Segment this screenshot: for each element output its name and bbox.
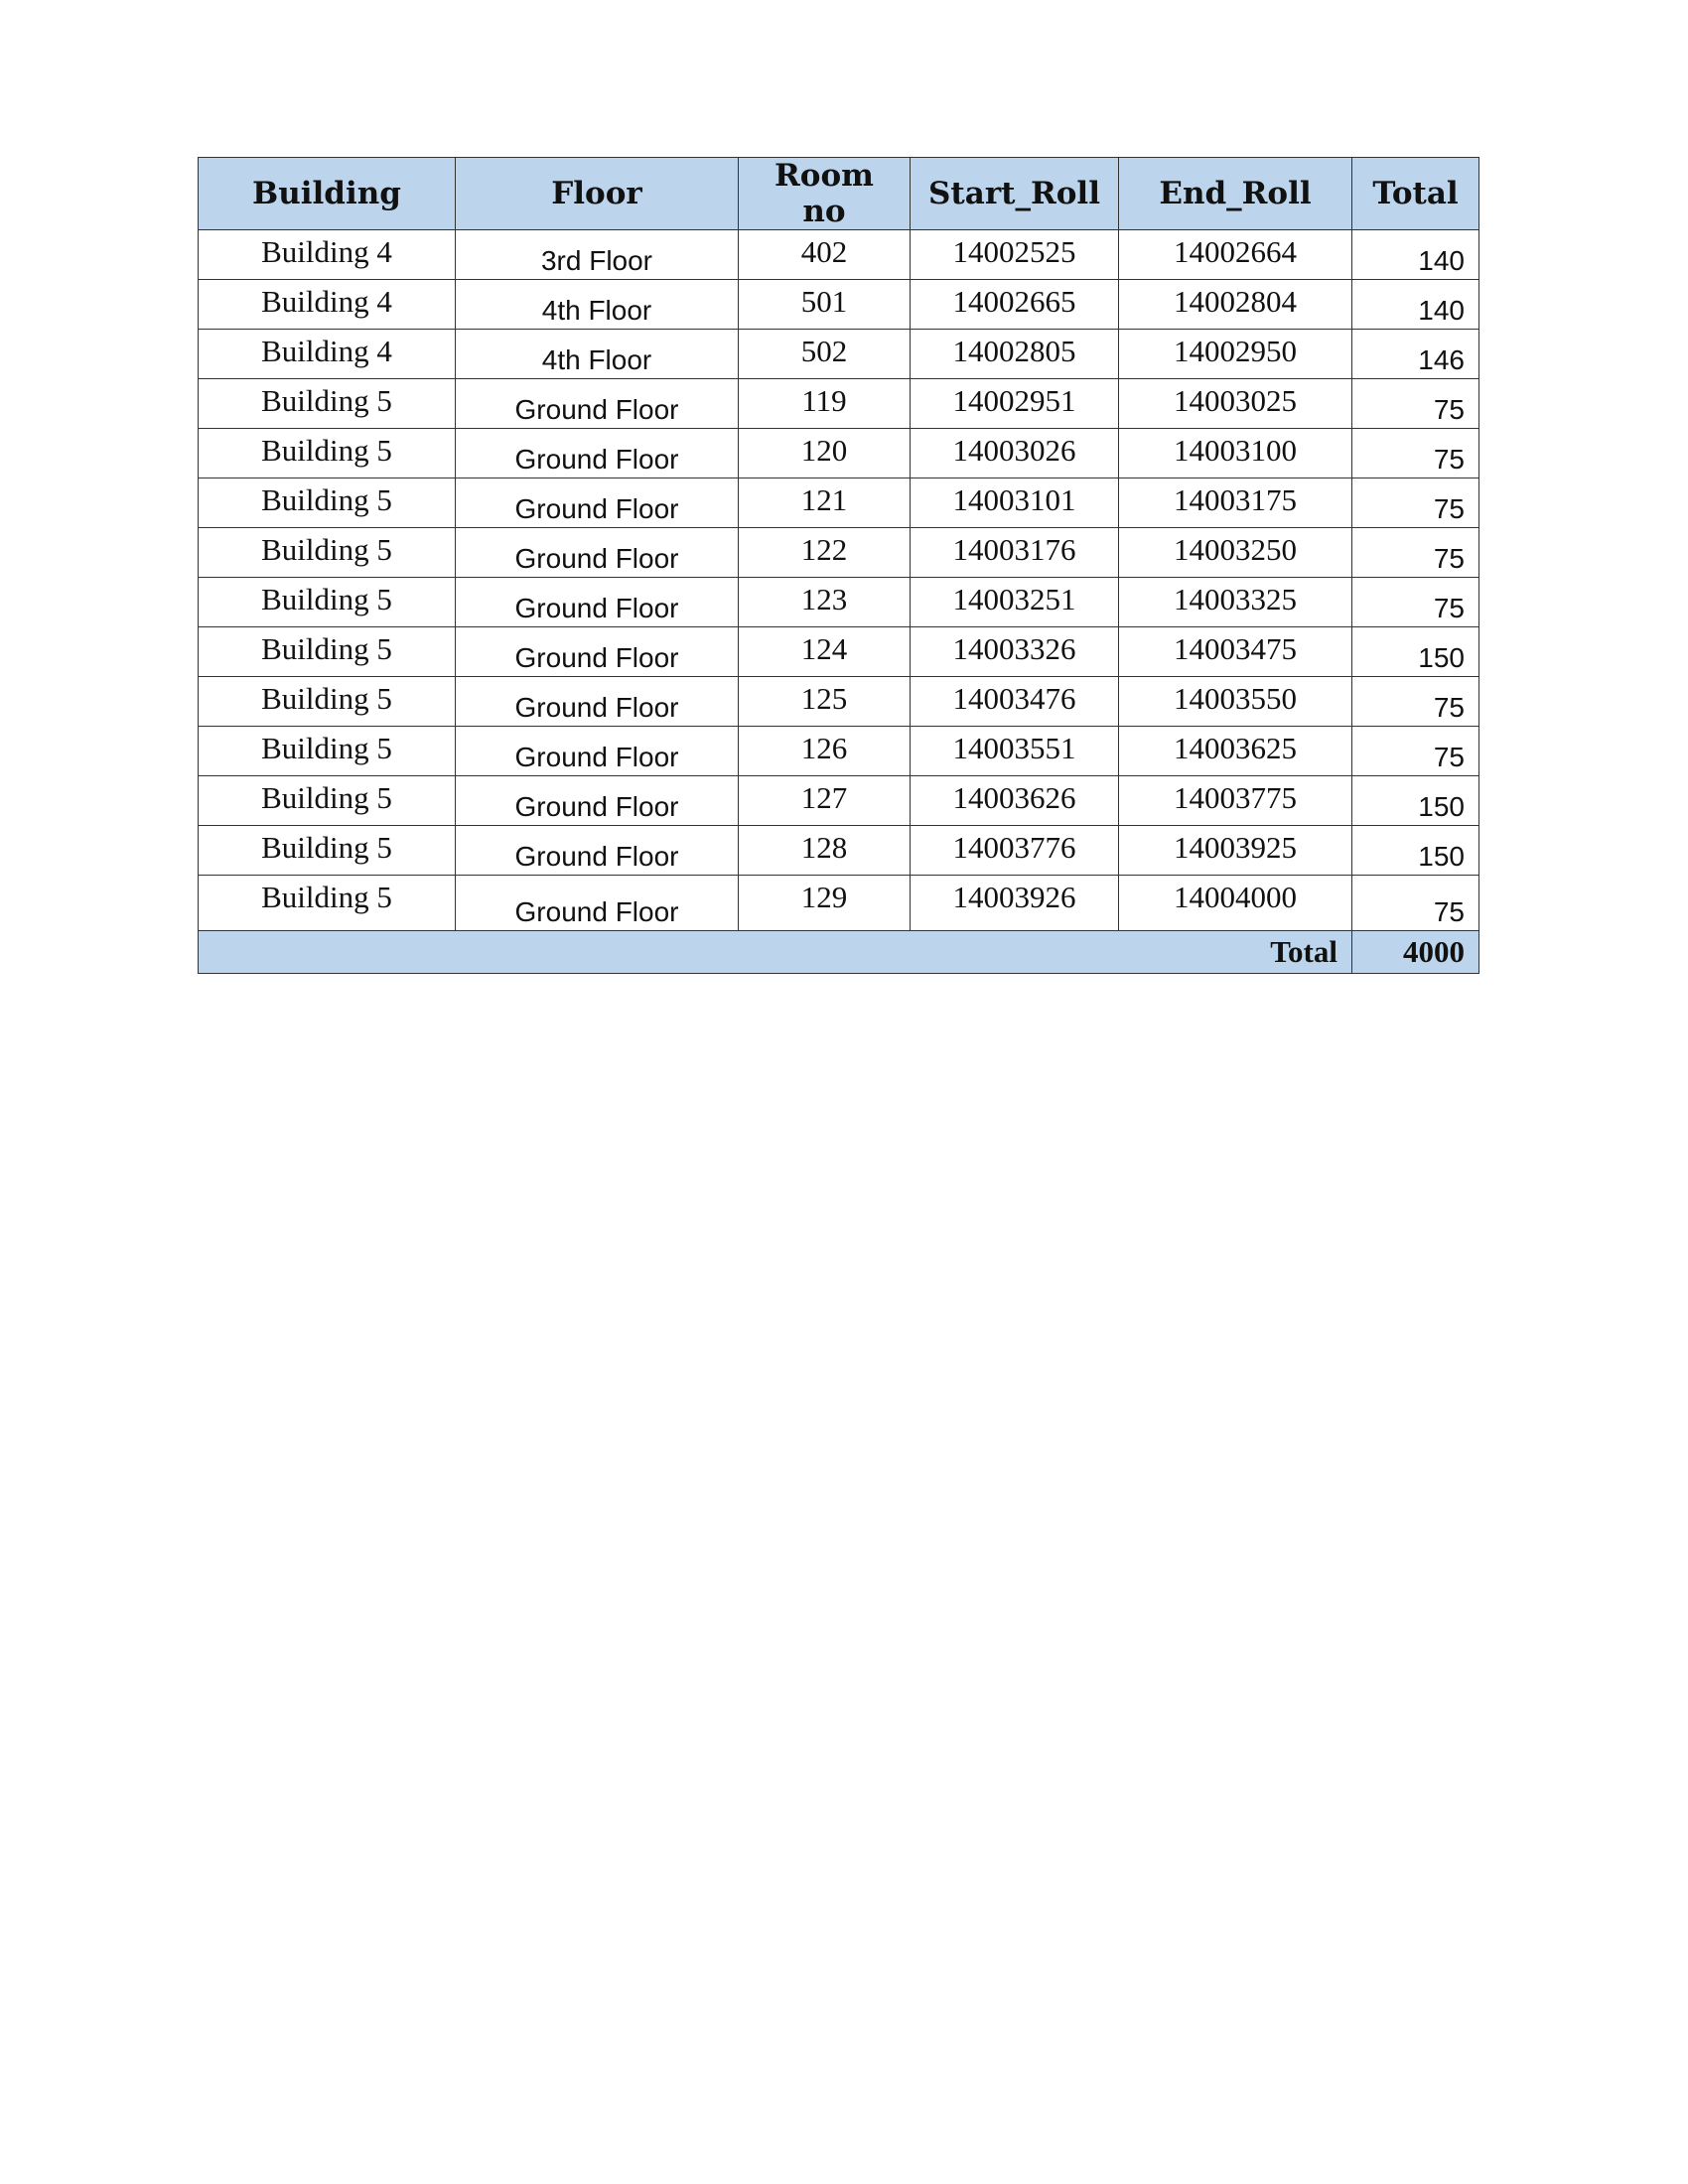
cell-start: 14002525 <box>911 230 1119 280</box>
cell-building: Building 5 <box>199 627 456 677</box>
cell-floor: 4th Floor <box>456 280 739 330</box>
cell-floor: Ground Floor <box>456 727 739 776</box>
cell-end: 14003325 <box>1119 578 1352 627</box>
cell-total: 75 <box>1352 379 1479 429</box>
table-row <box>199 528 1479 578</box>
cell-floor: Ground Floor <box>456 776 739 826</box>
cell-end: 14002804 <box>1119 280 1352 330</box>
header-end-roll: End_Roll <box>1119 158 1352 230</box>
cell-start: 14003176 <box>911 528 1119 578</box>
cell-floor: Ground Floor <box>456 627 739 677</box>
table-row <box>199 578 1479 627</box>
cell-room: 128 <box>739 826 911 876</box>
cell-room: 123 <box>739 578 911 627</box>
cell-end: 14002950 <box>1119 330 1352 379</box>
cell-building: Building 5 <box>199 528 456 578</box>
header-room-no: Room no <box>739 158 911 230</box>
cell-start: 14003551 <box>911 727 1119 776</box>
table-row <box>199 627 1479 677</box>
cell-room: 126 <box>739 727 911 776</box>
cell-room: 129 <box>739 876 911 931</box>
cell-building: Building 5 <box>199 776 456 826</box>
cell-total: 146 <box>1352 330 1479 379</box>
cell-building: Building 4 <box>199 230 456 280</box>
cell-start: 14002951 <box>911 379 1119 429</box>
cell-total: 150 <box>1352 776 1479 826</box>
cell-floor: Ground Floor <box>456 429 739 478</box>
table-row <box>199 429 1479 478</box>
table-row <box>199 727 1479 776</box>
cell-room: 122 <box>739 528 911 578</box>
cell-start: 14003476 <box>911 677 1119 727</box>
cell-floor: Ground Floor <box>456 478 739 528</box>
cell-start: 14002665 <box>911 280 1119 330</box>
cell-start: 14003626 <box>911 776 1119 826</box>
table-row <box>199 826 1479 876</box>
header-total: Total <box>1352 158 1479 230</box>
cell-building: Building 5 <box>199 876 456 931</box>
cell-end: 14003925 <box>1119 826 1352 876</box>
header-row <box>199 158 1479 230</box>
cell-end: 14003025 <box>1119 379 1352 429</box>
cell-end: 14003100 <box>1119 429 1352 478</box>
cell-end: 14002664 <box>1119 230 1352 280</box>
table-row <box>199 677 1479 727</box>
cell-building: Building 5 <box>199 578 456 627</box>
cell-building: Building 4 <box>199 280 456 330</box>
header-floor: Floor <box>456 158 739 230</box>
cell-end: 14003775 <box>1119 776 1352 826</box>
cell-building: Building 5 <box>199 677 456 727</box>
cell-building: Building 5 <box>199 478 456 528</box>
table-row <box>199 330 1479 379</box>
cell-total: 75 <box>1352 528 1479 578</box>
cell-floor: 4th Floor <box>456 330 739 379</box>
cell-end: 14003625 <box>1119 727 1352 776</box>
cell-building: Building 5 <box>199 429 456 478</box>
cell-building: Building 5 <box>199 727 456 776</box>
cell-total: 75 <box>1352 578 1479 627</box>
cell-room: 119 <box>739 379 911 429</box>
cell-start: 14003926 <box>911 876 1119 931</box>
cell-total: 75 <box>1352 677 1479 727</box>
cell-start: 14003101 <box>911 478 1119 528</box>
cell-end: 14003250 <box>1119 528 1352 578</box>
cell-start: 14003326 <box>911 627 1119 677</box>
cell-total: 150 <box>1352 627 1479 677</box>
cell-floor: Ground Floor <box>456 528 739 578</box>
total-value: 4000 <box>1352 931 1479 974</box>
cell-start: 14003251 <box>911 578 1119 627</box>
cell-total: 140 <box>1352 230 1479 280</box>
cell-start: 14003776 <box>911 826 1119 876</box>
cell-end: 14003550 <box>1119 677 1352 727</box>
cell-room: 124 <box>739 627 911 677</box>
cell-start: 14002805 <box>911 330 1119 379</box>
cell-total: 75 <box>1352 727 1479 776</box>
cell-building: Building 5 <box>199 379 456 429</box>
cell-room: 501 <box>739 280 911 330</box>
cell-floor: 3rd Floor <box>456 230 739 280</box>
cell-total: 140 <box>1352 280 1479 330</box>
cell-end: 14003475 <box>1119 627 1352 677</box>
cell-floor: Ground Floor <box>456 677 739 727</box>
cell-room: 127 <box>739 776 911 826</box>
cell-room: 125 <box>739 677 911 727</box>
cell-floor: Ground Floor <box>456 826 739 876</box>
total-row <box>199 931 1479 974</box>
cell-room: 120 <box>739 429 911 478</box>
total-label: Total <box>199 931 1352 974</box>
cell-total: 75 <box>1352 478 1479 528</box>
table-row <box>199 876 1479 931</box>
cell-floor: Ground Floor <box>456 876 739 931</box>
header-start-roll: Start_Roll <box>911 158 1119 230</box>
cell-total: 75 <box>1352 876 1479 931</box>
table-row <box>199 379 1479 429</box>
room-allocation-table <box>198 157 1479 974</box>
cell-room: 121 <box>739 478 911 528</box>
cell-room: 402 <box>739 230 911 280</box>
cell-total: 150 <box>1352 826 1479 876</box>
cell-total: 75 <box>1352 429 1479 478</box>
cell-floor: Ground Floor <box>456 379 739 429</box>
cell-end: 14003175 <box>1119 478 1352 528</box>
cell-start: 14003026 <box>911 429 1119 478</box>
table-row <box>199 478 1479 528</box>
table-row <box>199 776 1479 826</box>
header-building: Building <box>199 158 456 230</box>
cell-building: Building 4 <box>199 330 456 379</box>
table-row <box>199 280 1479 330</box>
cell-room: 502 <box>739 330 911 379</box>
table-row <box>199 230 1479 280</box>
cell-building: Building 5 <box>199 826 456 876</box>
cell-floor: Ground Floor <box>456 578 739 627</box>
cell-end: 14004000 <box>1119 876 1352 931</box>
